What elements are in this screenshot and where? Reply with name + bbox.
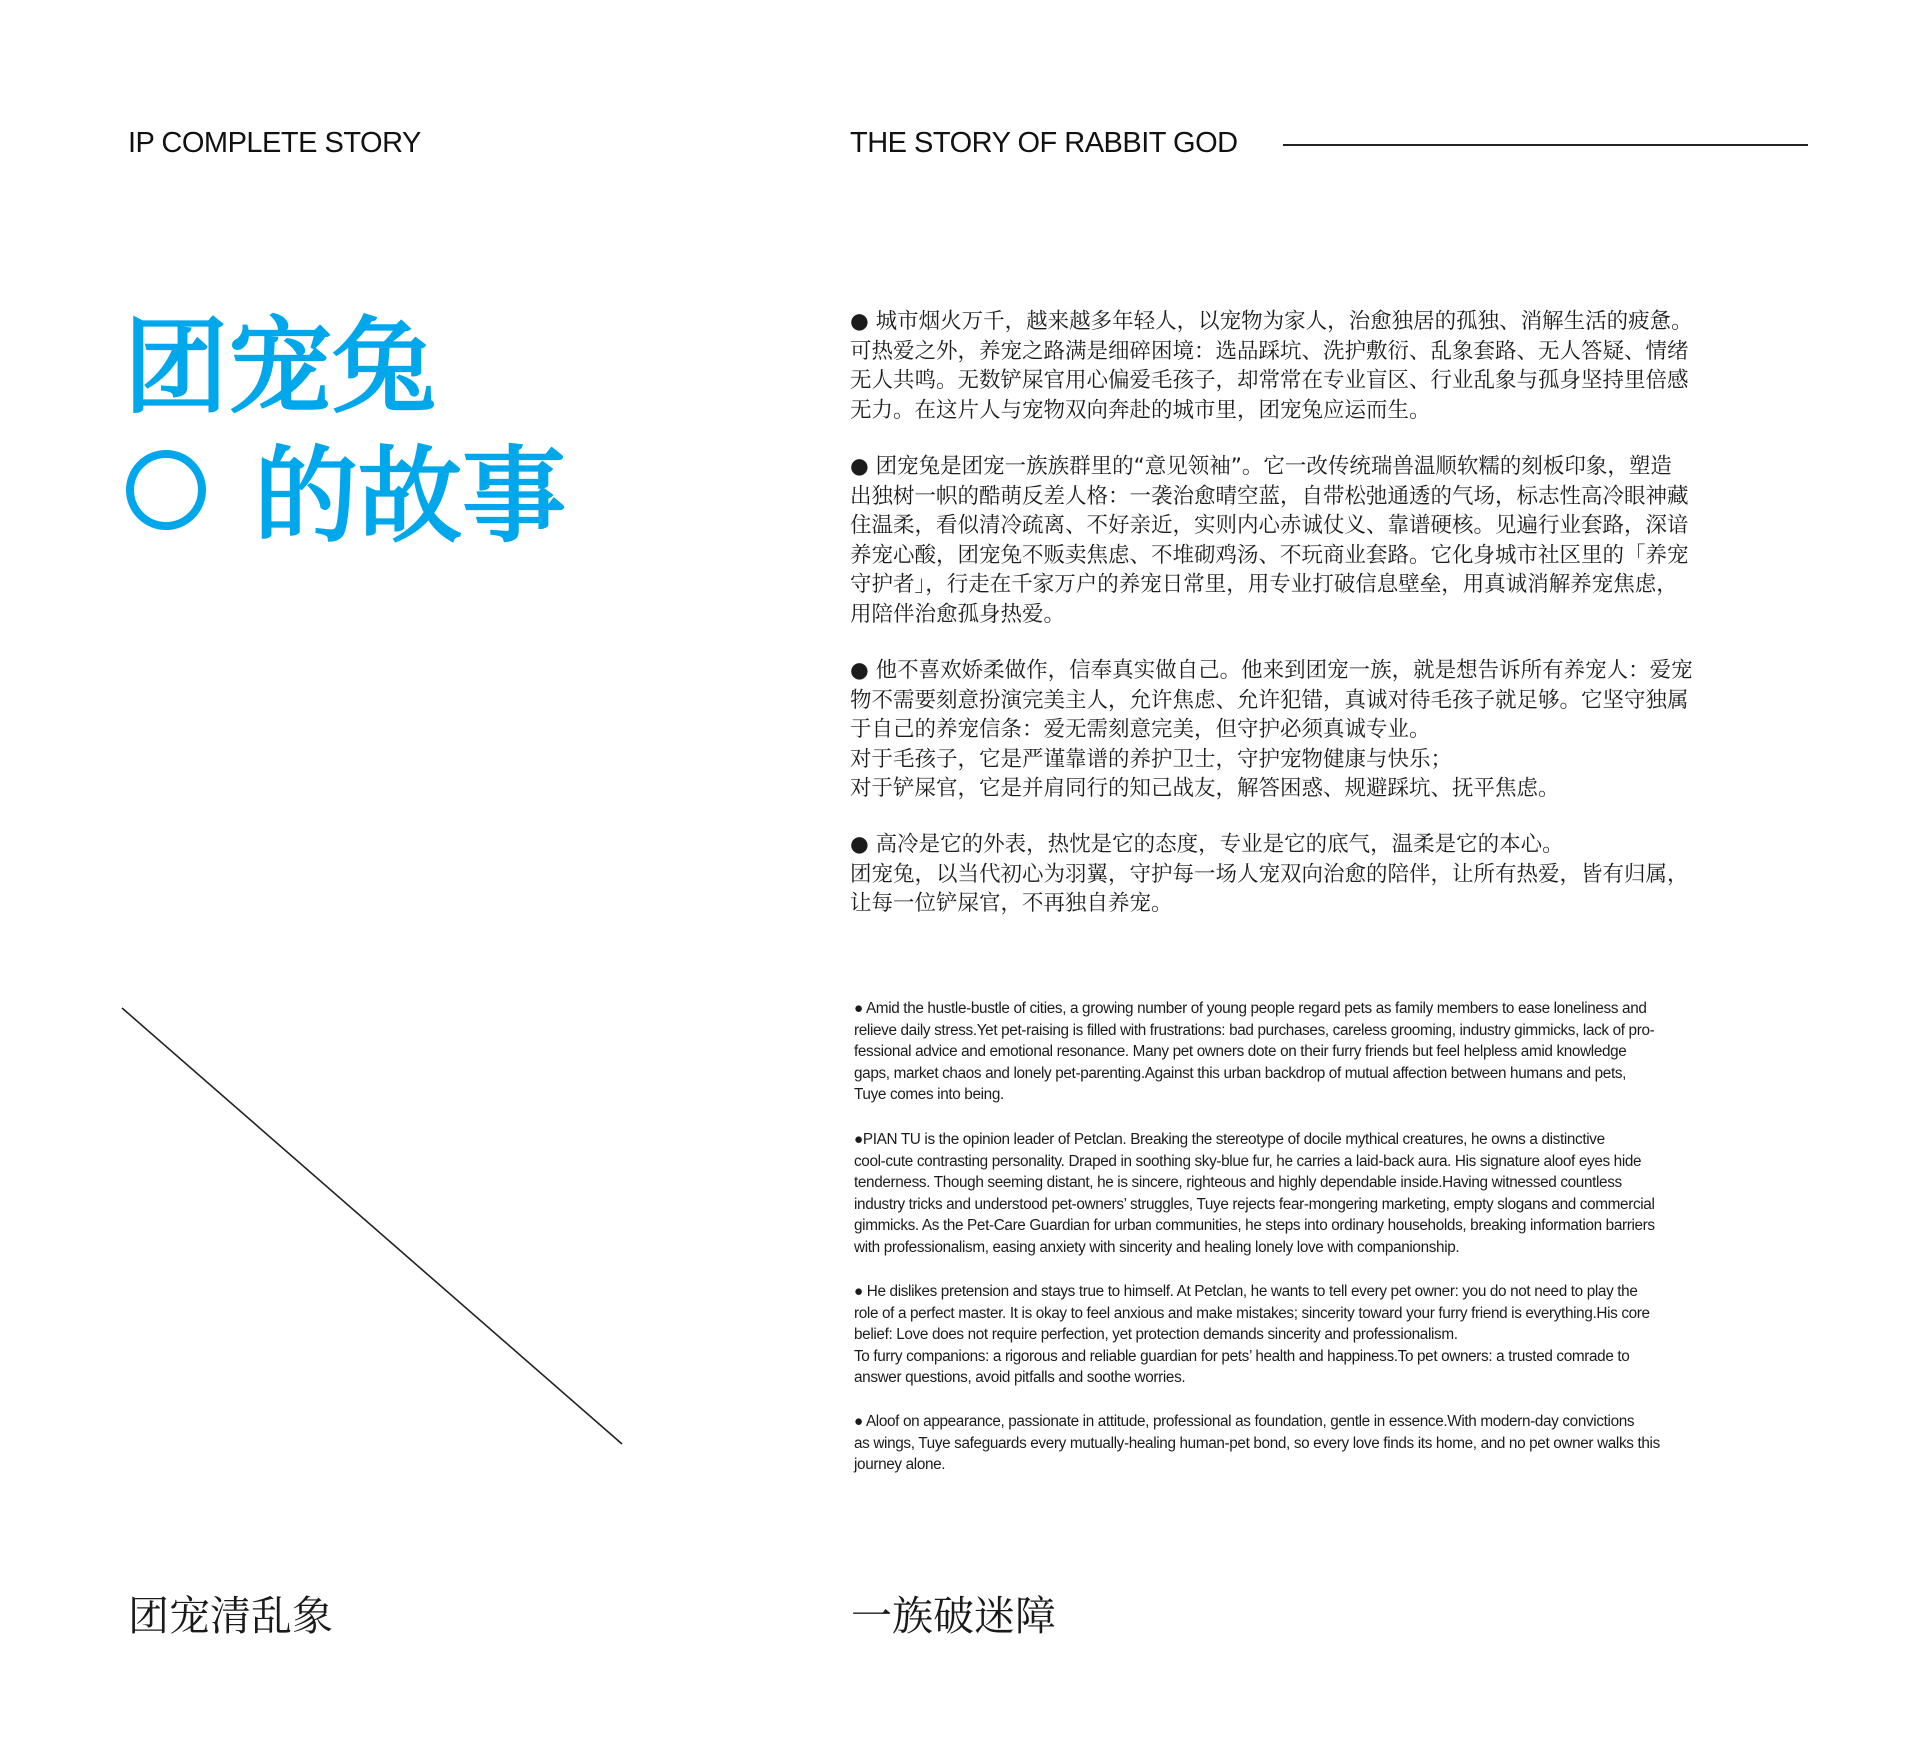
- text-line: 对于铲屎官，它是并肩同行的知己战友，解答困惑、规避踩坑、抚平焦虑。: [850, 776, 1560, 801]
- diagonal-stroke: [122, 1008, 622, 1444]
- text-line: 团宠兔，以当代初心为羽翼，守护每一场人宠双向治愈的陪伴，让所有热爱，皆有归属，: [850, 861, 1689, 887]
- text-line: belief: Love does not require perfection, yet protection demands sincerity and professionalism.: [854, 1326, 1458, 1344]
- text-line: 无人共鸣。无数铲屎官用心偏爱毛孩子，却常常在专业盲区、行业乱象与孤身坚持里倍感: [850, 368, 1689, 393]
- footer-slogan-left: 团宠清乱象: [128, 1592, 333, 1640]
- text-line: 用陪伴治愈孤身热爱。: [850, 601, 1066, 627]
- text-line: journey alone.: [854, 1456, 946, 1474]
- text-line: 物不需要刻意扮演完美主人，允许焦虑、允许犯错，真诚对待毛孩子就足够。它坚守独属: [850, 687, 1689, 713]
- text-line: gaps, market chaos and lonely pet-parenting.Against this urban backdrop of mutual affection between humans and pets,: [854, 1064, 1627, 1082]
- text-line: ● Amid the hustle-bustle of cities, a growing number of young people regard pets as family members to ease loneliness and: [854, 1000, 1647, 1017]
- text-line: 出独树一帜的酷萌反差人格：一袭治愈晴空蓝，自带松弛通透的气场，标志性高冷眼神藏: [850, 483, 1689, 509]
- text-line: ● 他不喜欢娇柔做作，信奉真实做自己。他来到团宠一族，就是想告诉所有养宠人：爱宠: [850, 658, 1693, 683]
- text-line: role of a perfect master. It is okay to feel anxious and make mistakes; sincerity toward your furry friend is everything.His core: [854, 1304, 1650, 1322]
- text-line: 于自己的养宠信条：爱无需刻意完美，但守护必须真诚专业。: [850, 717, 1431, 742]
- header-left-label: IP COMPLETE STORY: [128, 127, 421, 159]
- text-line: ● 团宠兔是团宠一族族群里的“意见领袖”。它一改传统瑞兽温顺软糯的刻板印象，塑造: [850, 454, 1672, 479]
- text-line: 守护者」，行走在千家万户的养宠日常里，用专业打破信息壁垒，用真诚消解养宠焦虑，: [850, 572, 1678, 597]
- text-line: relieve daily stress.Yet pet-raising is filled with frustrations: bad purchases, careless grooming, industry gimmicks, lack of pro-: [854, 1021, 1655, 1039]
- text-line: gimmicks. As the Pet-Care Guardian for urban communities, he steps into ordinary households, breaking information barriers: [854, 1217, 1655, 1235]
- title-line-2: 的故事: [254, 435, 567, 557]
- text-line: as wings, Tuye safeguards every mutually-healing human-pet bond, so every love finds its home, and no pet owner walks this: [854, 1434, 1660, 1452]
- text-line: ●PIAN TU is the opinion leader of Petclan. Breaking the stereotype of docile mythical creatures, he owns a distinctive: [854, 1131, 1605, 1148]
- text-line: ● 城市烟火万千，越来越多年轻人，以宠物为家人，治愈独居的孤独、消解生活的疲惫。: [850, 309, 1693, 334]
- text-line: industry tricks and understood pet-owners’ struggles, Tuye rejects fear-mongering marketing, empty slogans and commercial: [854, 1195, 1655, 1213]
- text-line: answer questions, avoid pitfalls and soothe worries.: [854, 1369, 1186, 1387]
- text-line: 住温柔，看似清冷疏离、不好亲近，实则内心赤诚仗义、靠谱硬核。见遍行业套路，深谙: [850, 513, 1689, 538]
- text-line: ● He dislikes pretension and stays true to himself. At Petclan, he wants to tell every pet owner: you do not need to play the: [854, 1283, 1638, 1300]
- text-line: 养宠心酸，团宠兔不贩卖焦虑、不堆砌鸡汤、不玩商业套路。它化身城市社区里的「养宠: [850, 542, 1689, 568]
- text-line: fessional advice and emotional resonance. Many pet owners dote on their furry friends but feel helpless amid knowledge: [854, 1043, 1627, 1061]
- text-line: ● 高冷是它的外表，热忱是它的态度，专业是它的底气，温柔是它的本心。: [850, 832, 1564, 857]
- text-line: ● Aloof on appearance, passionate in attitude, professional as foundation, gentle in essence.With modern-day convictions: [854, 1413, 1635, 1430]
- text-line: cool-cute contrasting personality. Draped in soothing sky-blue fur, he carries a laid-back aura. His signature aloof eyes hide: [854, 1152, 1642, 1170]
- text-line: 无力。在这片人与宠物双向奔赴的城市里，团宠兔应运而生。: [850, 397, 1431, 423]
- text-line: tenderness. Though seeming distant, he is sincere, righteous and highly dependable inside.Having witnessed countless: [854, 1174, 1622, 1192]
- text-line: 对于毛孩子，它是严谨靠谱的养护卫士，守护宠物健康与快乐；: [850, 746, 1453, 772]
- text-line: Tuye comes into being.: [854, 1086, 1004, 1104]
- text-line: with professionalism, easing anxiety with sincerity and healing lonely love with companionship.: [854, 1238, 1460, 1256]
- text-line: To furry companions: a rigorous and reliable guardian for pets’ health and happiness.To pet owners: a trusted comrade to: [854, 1347, 1630, 1365]
- title-line-1: 团宠兔: [124, 306, 437, 428]
- footer-slogan-right: 一族破迷障: [851, 1592, 1056, 1640]
- text-line: 可热爱之外，养宠之路满是细碎困境：选品踩坑、洗护敷衍、乱象套路、无人答疑、情绪: [850, 338, 1689, 364]
- header-right-label: THE STORY OF RABBIT GOD: [850, 127, 1238, 159]
- text-line: 让每一位铲屎官，不再独自养宠。: [850, 891, 1173, 916]
